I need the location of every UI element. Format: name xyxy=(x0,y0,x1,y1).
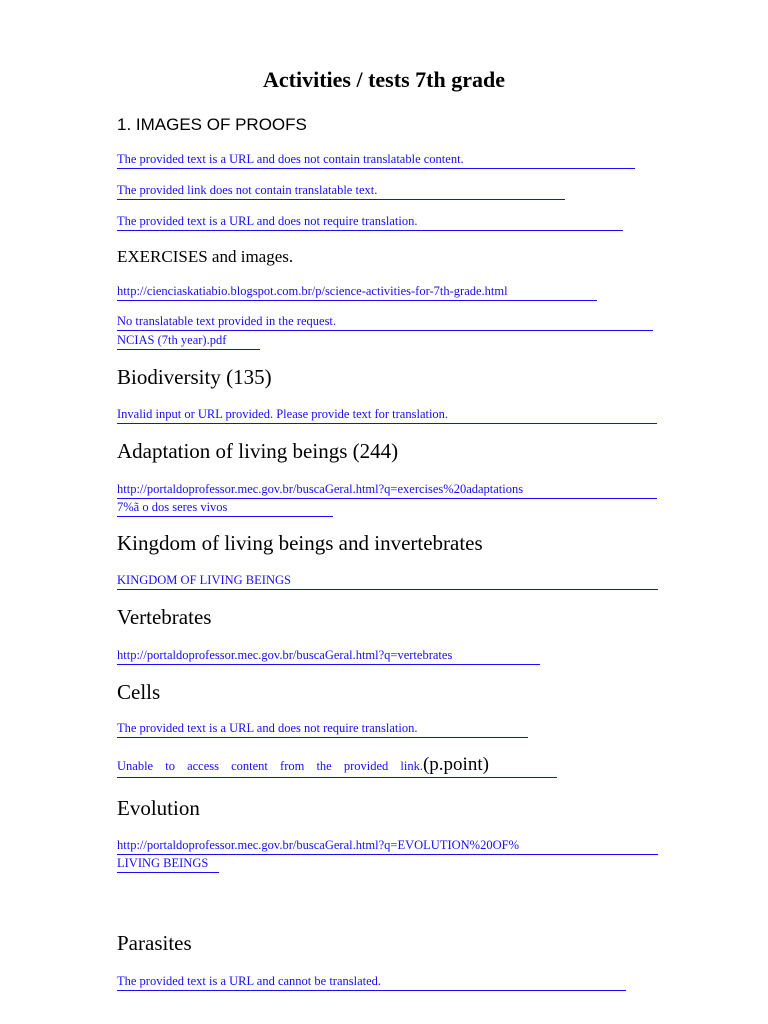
link-proofs-3[interactable]: The provided text is a URL and does not require translation. xyxy=(117,214,623,231)
link-parasites-1[interactable]: The provided text is a URL and cannot be translated. xyxy=(117,974,626,991)
link-evolution-1-continued[interactable]: LIVING BEINGS xyxy=(117,856,219,873)
link-vertebrates-1[interactable]: http://portaldoprofessor.mec.gov.br/buscaGeral.html?q=vertebrates xyxy=(117,648,540,665)
link-proofs-2[interactable]: The provided link does not contain translatable text. xyxy=(117,183,565,200)
link-kingdom-1[interactable]: KINGDOM OF LIVING BEINGS xyxy=(117,573,658,590)
section-heading-parasites: Parasites xyxy=(117,931,192,955)
section-heading-images-of-proofs: 1. IMAGES OF PROOFS xyxy=(117,115,307,134)
section-heading-kingdom: Kingdom of living beings and invertebrates xyxy=(117,531,483,555)
link-exercises-1[interactable]: http://cienciaskatiabio.blogspot.com.br/p/science-activities-for-7th-grade.html xyxy=(117,284,597,301)
page-title: Activities / tests 7th grade xyxy=(263,67,505,92)
link-cells-1[interactable]: The provided text is a URL and does not require translation. xyxy=(117,721,528,738)
link-cells-2-row[interactable] xyxy=(117,754,557,778)
section-heading-vertebrates: Vertebrates xyxy=(117,605,212,629)
link-cells-2-suffix: (p.point) xyxy=(422,754,489,775)
link-exercises-2[interactable]: No translatable text provided in the request. xyxy=(117,314,653,331)
link-adaptation-1-continued[interactable]: 7%ã o dos seres vivos xyxy=(117,500,333,517)
section-heading-cells: Cells xyxy=(117,680,161,704)
section-heading-exercises: EXERCISES and images. xyxy=(117,247,294,266)
section-heading-evolution: Evolution xyxy=(117,796,200,820)
section-heading-adaptation: Adaptation of living beings (244) xyxy=(117,439,399,463)
link-biodiversity-1[interactable]: Invalid input or URL provided. Please provide text for translation. xyxy=(117,407,657,424)
link-exercises-2-continued[interactable]: NCIAS (7th year).pdf xyxy=(117,333,260,350)
link-cells-2[interactable]: Unable to access content from the provided link. xyxy=(117,759,423,773)
link-proofs-1[interactable]: The provided text is a URL and does not contain translatable content. xyxy=(117,152,635,169)
link-evolution-1[interactable]: http://portaldoprofessor.mec.gov.br/buscaGeral.html?q=EVOLUTION%20OF% xyxy=(117,838,658,855)
link-adaptation-1[interactable]: http://portaldoprofessor.mec.gov.br/buscaGeral.html?q=exercises%20adaptations xyxy=(117,482,657,499)
section-heading-biodiversity: Biodiversity (135) xyxy=(117,365,272,389)
